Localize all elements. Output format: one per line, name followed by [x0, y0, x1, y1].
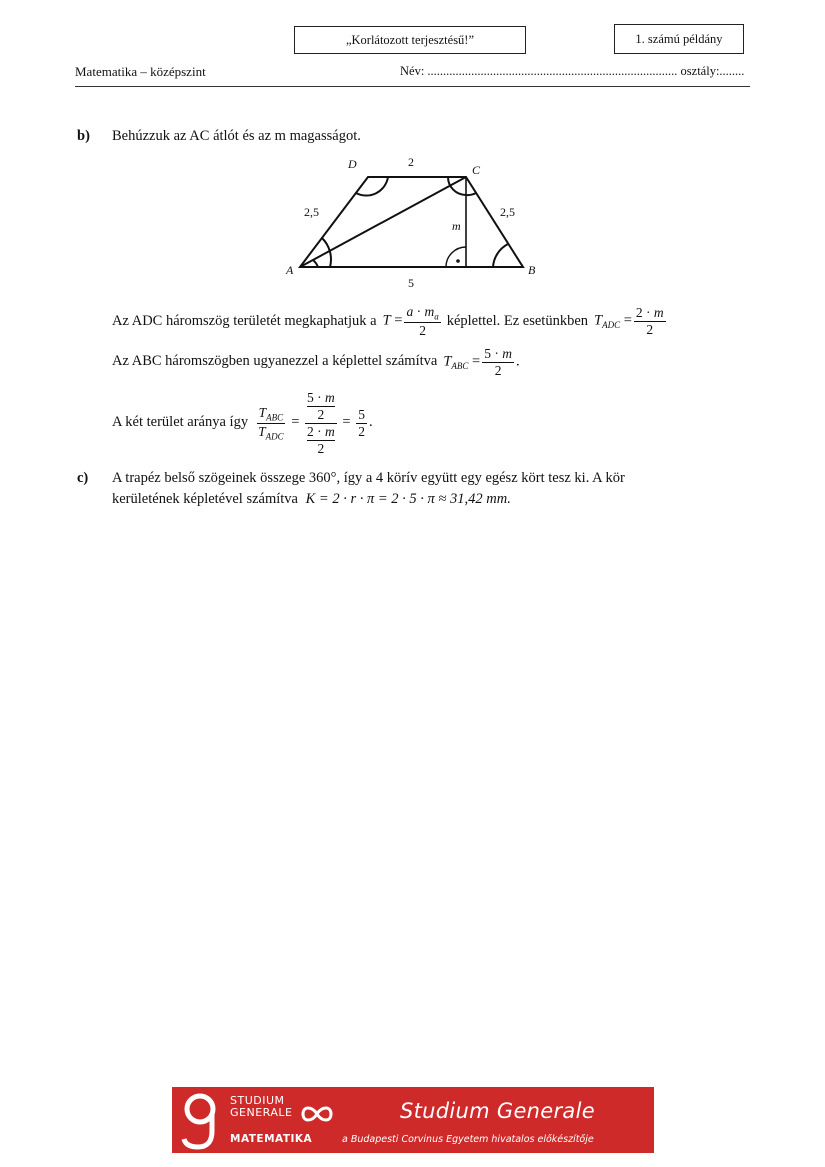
part-b-intro: Behúzzuk az AC átlót és az m magasságot.: [112, 128, 361, 144]
part-c-line-2: [112, 491, 511, 508]
logo-generale: GENERALE: [230, 1106, 293, 1119]
line1-mid: képlettel. Ez esetünkben: [446, 312, 589, 329]
line3-start: A két terület aránya így: [112, 414, 249, 431]
bottom-side-label: 5: [408, 276, 414, 290]
logo-studium: STUDIUM: [230, 1094, 285, 1107]
brand-tagline: a Budapesti Corvinus Egyetem hivatalos előkészítője: [342, 1134, 594, 1145]
formula-t-abc: $T_{ABC}$ = $\frac{5 \cdot m}{2}$ .: [443, 346, 520, 378]
angle-c-arc-2: [466, 193, 476, 195]
part-c-label: c): [77, 470, 89, 486]
angle-c-arc-1: [448, 177, 466, 195]
name-field: Név: ................................................................................ osztály:........: [400, 64, 745, 78]
diagonal-ac: [300, 177, 466, 267]
vertex-b: B: [528, 263, 536, 277]
vertex-d: D: [348, 157, 357, 171]
line1-start: Az ADC háromszög területét megkaphatjuk a: [112, 312, 377, 329]
part-b-line-1: [112, 304, 668, 339]
brand-name: Studium Generale: [400, 1099, 595, 1123]
right-side-label: 2,5: [500, 205, 515, 219]
angle-a-inner-arc: [313, 260, 318, 267]
left-side-label: 2,5: [304, 205, 319, 219]
perimeter-formula: K = 2 · r · π = 2 · 5 · π ≈ 31,42 mm.: [305, 491, 511, 507]
formula-t-general: T = $\frac{a \cdot m_a}{2}$: [382, 304, 439, 339]
vertex-c: C: [472, 163, 481, 177]
part-b-line-2: [112, 346, 520, 378]
copy-number-box: [614, 24, 744, 54]
logo-g-icon: [178, 1091, 222, 1151]
part-b-line-3: [112, 390, 373, 456]
subject-title: Matematika – középszint: [75, 64, 206, 79]
header-rule: [75, 86, 750, 87]
footer-banner: [172, 1087, 654, 1153]
logo-matematika: MATEMATIKA: [230, 1133, 313, 1145]
copy-number: 1. számú példány: [635, 31, 723, 46]
distribution-notice: „Korlátozott terjesztésű!”: [345, 32, 475, 47]
angle-b-arc: [493, 244, 508, 267]
part-c-line-1: A trapéz belső szögeinek összege 360°, így a 4 körív együtt egy egész kört tesz ki. A kör: [112, 470, 625, 486]
line2-start-c: kerületének képletével számítva: [112, 491, 298, 507]
vertex-a: A: [286, 263, 294, 277]
formula-t-adc: $T_{ADC}$ = $\frac{2 \cdot m}{2}$: [594, 305, 664, 337]
formula-ratio: $\frac{T_{ABC}}{T_{ADC}}$ = 5 · m 2 2 · m 2 = $\frac{5}{2}$ .: [258, 390, 373, 456]
line2-start: Az ABC háromszögben ugyanezzel a képlettel számítva: [112, 353, 438, 370]
right-angle-arc: [446, 247, 466, 267]
trapezoid-outline: [300, 177, 523, 267]
infinity-icon: [300, 1105, 334, 1123]
height-label: m: [452, 219, 461, 233]
trapezoid-figure: [280, 150, 550, 295]
top-side-label: 2: [408, 155, 414, 169]
part-b-label: b): [77, 128, 90, 144]
distribution-notice-box: [294, 26, 526, 54]
right-angle-dot: [456, 259, 460, 263]
